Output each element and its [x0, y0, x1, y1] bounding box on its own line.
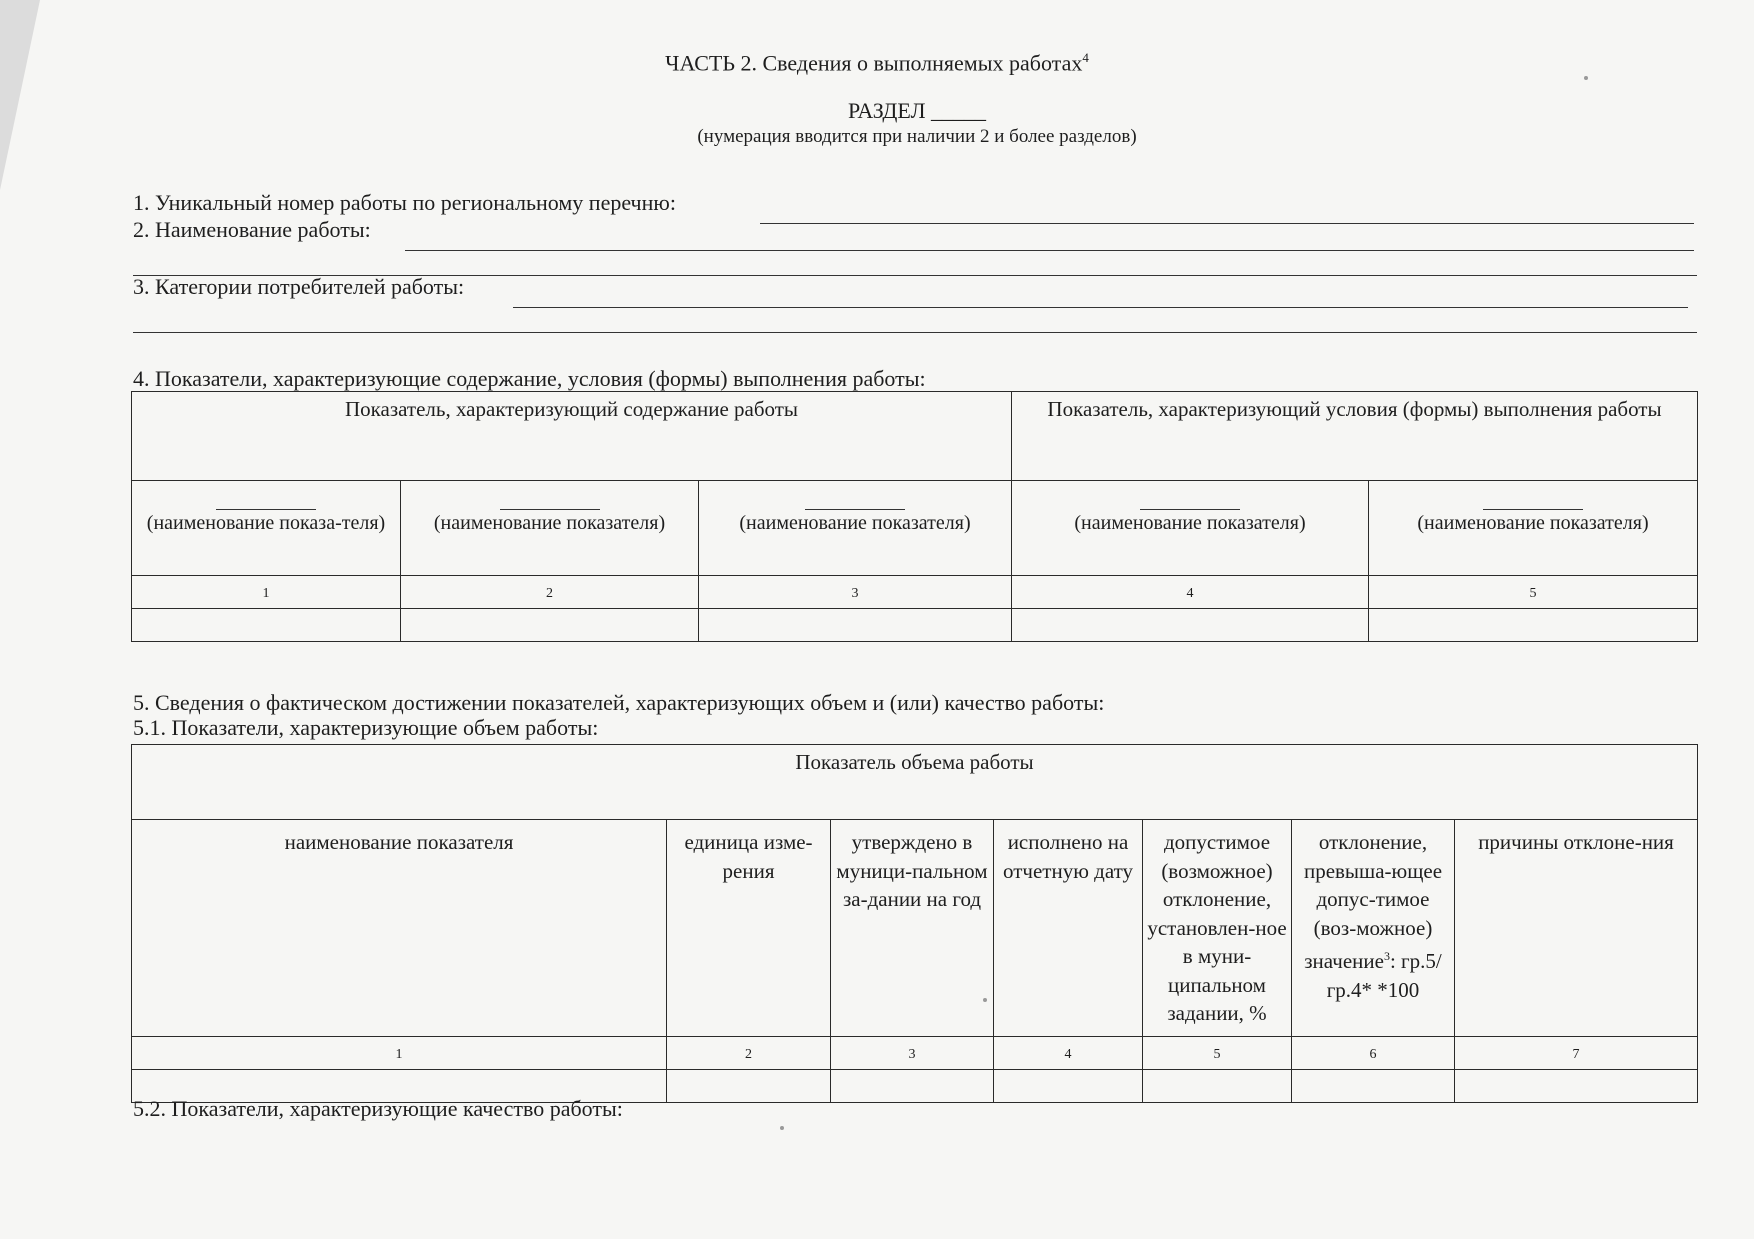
section4-title: 4. Показатели, характеризующие содержание, условия (формы) выполнения работы: [133, 366, 926, 391]
data-cell[interactable] [132, 609, 401, 642]
column-number: 5 [1369, 576, 1698, 609]
column-number: 1 [132, 576, 401, 609]
executed-header: исполнено на отчетную дату [994, 820, 1143, 1037]
data-cell[interactable] [1143, 1069, 1292, 1102]
indicator-name-caption: (наименование показа-теля) [146, 512, 386, 534]
column-number: 7 [1455, 1036, 1698, 1069]
conditions-indicator-header: Показатель, характеризующий условия (формы) выполнения работы [1012, 392, 1698, 481]
indicator-name-caption: (наименование показателя) [1074, 512, 1306, 534]
scan-speck [780, 1126, 784, 1130]
column-number: 3 [831, 1036, 994, 1069]
column-number: 4 [1012, 576, 1369, 609]
scan-speck [983, 998, 987, 1002]
approved-header: утверждено в муници-пальном за-дании на год [831, 820, 994, 1037]
data-cell[interactable] [994, 1069, 1143, 1102]
part-title: ЧАСТЬ 2. Сведения о выполняемых работах$^4$ [665, 50, 1089, 76]
column-number: 2 [667, 1036, 831, 1069]
indicator-name-cell-2[interactable] [401, 481, 699, 576]
consumer-categories-line[interactable] [513, 307, 1688, 308]
indicator-name-caption: (наименование показателя) [739, 512, 971, 534]
column-number: 2 [401, 576, 699, 609]
section-label: РАЗДЕЛ _____ [847, 98, 986, 123]
indicator-blank [1483, 499, 1583, 510]
part-title-footnote: 4 [1082, 50, 1089, 65]
column-number: 5 [1143, 1036, 1292, 1069]
column-number: 4 [994, 1036, 1143, 1069]
indicator-blank [500, 499, 600, 510]
unique-number-line[interactable] [760, 223, 1694, 224]
allowed-deviation-header: допустимое (возможное) отклонение, установлен-ное в муни-ципальном задании, % [1143, 820, 1292, 1037]
work-name-line[interactable] [405, 250, 1694, 251]
volume-indicator-header: Показатель объема работы [132, 745, 1698, 820]
work-name-label: 2. Наименование работы: [133, 217, 371, 242]
indicator-name-caption: (наименование показателя) [1417, 512, 1649, 534]
scan-shadow [0, 0, 40, 190]
indicator-blank [805, 499, 905, 510]
section5-2-title: 5.2. Показатели, характеризующие качество работы: [133, 1096, 623, 1121]
data-cell[interactable] [1369, 609, 1698, 642]
consumer-categories-label: 3. Категории потребителей работы: [133, 274, 465, 299]
indicator-name-caption: (наименование показателя) [433, 512, 666, 534]
column-number: 1 [132, 1036, 667, 1069]
unique-number-label: 1. Уникальный номер работы по региональному перечню: [133, 190, 676, 215]
indicator-name-cell-4[interactable] [1012, 481, 1369, 576]
column-number: 3 [699, 576, 1012, 609]
content-conditions-table [131, 391, 1698, 642]
excess-deviation-footnote: 3 [1383, 949, 1390, 963]
indicator-name-cell-1[interactable] [132, 481, 401, 576]
data-cell[interactable] [401, 609, 699, 642]
consumer-categories-line-2[interactable] [133, 332, 1697, 333]
indicator-blank [216, 499, 316, 510]
data-cell[interactable] [667, 1069, 831, 1102]
indicator-name-cell-5[interactable] [1369, 481, 1698, 576]
excess-deviation-header: отклонение, превыша-ющее допус-тимое (воз-можное) значение$^3$: гр.5/гр.4* *100 [1292, 820, 1455, 1037]
data-cell[interactable] [1292, 1069, 1455, 1102]
scan-speck [1584, 76, 1588, 80]
data-cell[interactable] [1012, 609, 1369, 642]
indicator-name-cell-3[interactable] [699, 481, 1012, 576]
section-note: (нумерация вводится при наличии 2 и более разделов) [697, 126, 1137, 147]
indicator-name-header: наименование показателя [132, 820, 667, 1037]
content-indicator-header: Показатель, характеризующий содержание работы [132, 392, 1012, 481]
section5-1-title: 5.1. Показатели, характеризующие объем работы: [133, 715, 599, 740]
indicator-blank [1140, 499, 1240, 510]
volume-table [131, 744, 1698, 1103]
data-cell[interactable] [831, 1069, 994, 1102]
column-number: 6 [1292, 1036, 1455, 1069]
data-cell[interactable] [1455, 1069, 1698, 1102]
data-cell[interactable] [699, 609, 1012, 642]
deviation-reasons-header: причины отклоне-ния [1455, 820, 1698, 1037]
section5-title: 5. Сведения о фактическом достижении показателей, характеризующих объем и (или) качество работы: [133, 690, 1105, 715]
unit-header: единица изме-рения [667, 820, 831, 1037]
